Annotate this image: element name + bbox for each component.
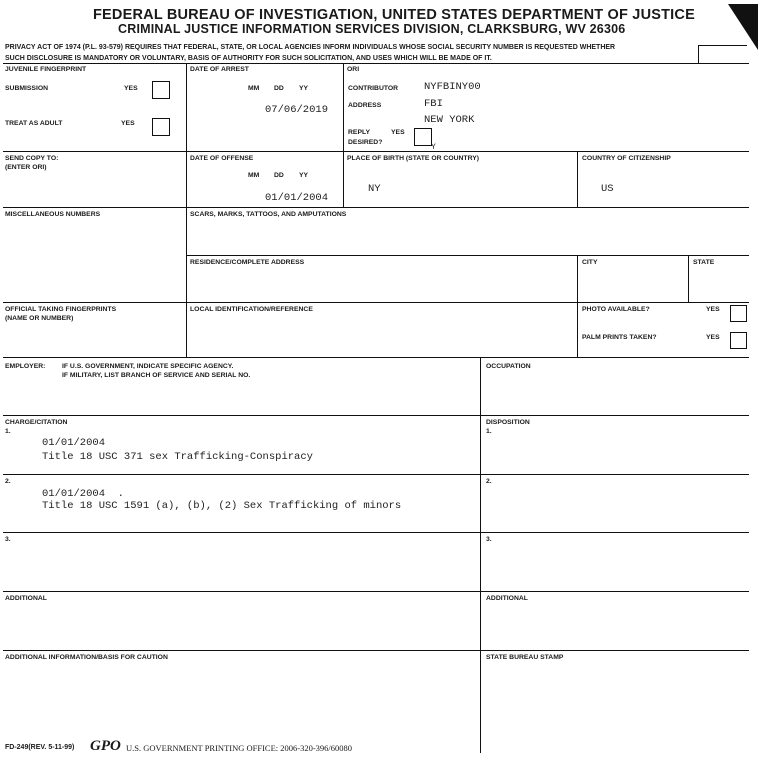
reply-yes-checkbox[interactable] bbox=[414, 128, 432, 146]
disposition-2-number: 2. bbox=[486, 478, 492, 485]
palm-prints-label: PALM PRINTS TAKEN? bbox=[582, 334, 657, 341]
juvenile-fingerprint-label: JUVENILE FINGERPRINT bbox=[5, 66, 87, 73]
place-of-birth-label: PLACE OF BIRTH (STATE OR COUNTRY) bbox=[347, 155, 480, 162]
reply-mark: Y bbox=[431, 143, 436, 152]
offense-yy-label: YY bbox=[299, 172, 309, 179]
arrest-yy-label: YY bbox=[299, 85, 309, 92]
gpo-printing-line: U.S. GOVERNMENT PRINTING OFFICE: 2006-320-396/60080 bbox=[126, 743, 353, 753]
disposition-1-number: 1. bbox=[486, 428, 492, 435]
form-title: FEDERAL BUREAU OF INVESTIGATION, UNITED STATES DEPARTMENT OF JUSTICE bbox=[93, 7, 695, 23]
desired-label: DESIRED? bbox=[348, 139, 383, 146]
address-line1[interactable]: FBI bbox=[424, 98, 443, 110]
disposition-label: DISPOSITION bbox=[486, 419, 530, 426]
occupation-label: OCCUPATION bbox=[486, 363, 531, 370]
photo-yes-checkbox[interactable] bbox=[730, 305, 747, 322]
reply-yes-label: YES bbox=[391, 129, 405, 136]
treat-as-adult-label: TREAT AS ADULT bbox=[5, 120, 63, 127]
date-of-arrest-value[interactable]: 07/06/2019 bbox=[265, 104, 329, 116]
residence-label: RESIDENCE/COMPLETE ADDRESS bbox=[190, 259, 305, 266]
state-bureau-stamp-label: STATE BUREAU STAMP bbox=[486, 654, 564, 661]
official-label: OFFICIAL TAKING FINGERPRINTS bbox=[5, 306, 117, 313]
photo-available-label: PHOTO AVAILABLE? bbox=[582, 306, 650, 313]
privacy-notice-line2: SUCH DISCLOSURE IS MANDATORY OR VOLUNTARY, BASIS OF AUTHORITY FOR SUCH SOLICITATION, AND USES WHICH WILL BE MADE OF IT. bbox=[5, 55, 492, 62]
submission-yes-label: YES bbox=[124, 85, 138, 92]
contributor-label: CONTRIBUTOR bbox=[348, 85, 399, 92]
contributor-value[interactable]: NYFBINY00 bbox=[424, 81, 481, 93]
charge-2-number: 2. bbox=[5, 478, 11, 485]
address-label: ADDRESS bbox=[348, 102, 382, 109]
privacy-box bbox=[698, 45, 747, 64]
additional-left-label: ADDITIONAL bbox=[5, 595, 47, 602]
submission-label: SUBMISSION bbox=[5, 85, 49, 92]
charge-3-number: 3. bbox=[5, 536, 11, 543]
citizenship-label: COUNTRY OF CITIZENSHIP bbox=[582, 155, 671, 162]
gpo-logo: GPO bbox=[90, 738, 121, 754]
local-id-label: LOCAL IDENTIFICATION/REFERENCE bbox=[190, 306, 313, 313]
palm-yes-checkbox[interactable] bbox=[730, 332, 747, 349]
additional-right-label: ADDITIONAL bbox=[486, 595, 528, 602]
charge-1-number: 1. bbox=[5, 428, 11, 435]
misc-numbers-label: MISCELLANEOUS NUMBERS bbox=[5, 211, 101, 218]
employer-instructions-1: IF U.S. GOVERNMENT, INDICATE SPECIFIC AGENCY. bbox=[62, 363, 234, 370]
form-number: FD-249(REV. 5-11-99) bbox=[5, 744, 75, 751]
employer-instructions-2: IF MILITARY, LIST BRANCH OF SERVICE AND SERIAL NO. bbox=[62, 372, 251, 379]
charge-1-text[interactable]: Title 18 USC 371 sex Trafficking-Conspiracy bbox=[42, 451, 313, 463]
treat-adult-yes-checkbox[interactable] bbox=[152, 118, 170, 136]
treat-adult-yes-label: YES bbox=[121, 120, 135, 127]
date-of-offense-label: DATE OF OFFENSE bbox=[190, 155, 254, 162]
date-of-arrest-label: DATE OF ARREST bbox=[190, 66, 249, 73]
name-or-number-label: (NAME OR NUMBER) bbox=[5, 315, 74, 322]
charge-2-date[interactable]: 01/01/2004 . bbox=[42, 488, 124, 500]
offense-mm-label: MM bbox=[248, 172, 260, 179]
charge-citation-label: CHARGE/CITATION bbox=[5, 419, 68, 426]
reply-label: REPLY bbox=[348, 129, 371, 136]
date-of-offense-value[interactable]: 01/01/2004 bbox=[265, 192, 329, 204]
disposition-3-number: 3. bbox=[486, 536, 492, 543]
submission-yes-checkbox[interactable] bbox=[152, 81, 170, 99]
citizenship-value[interactable]: US bbox=[601, 183, 614, 195]
city-label: CITY bbox=[582, 259, 598, 266]
privacy-notice-line1: PRIVACY ACT OF 1974 (P.L. 93-579) REQUIRES THAT FEDERAL, STATE, OR LOCAL AGENCIES INFORM INDIVIDUALS WHOSE SOCIAL SECURITY NUMBER IS REQUESTED WHETHER bbox=[5, 44, 616, 51]
state-label: STATE bbox=[693, 259, 715, 266]
employer-label: EMPLOYER: bbox=[5, 363, 46, 370]
send-copy-label: SEND COPY TO: bbox=[5, 155, 59, 162]
arrest-mm-label: MM bbox=[248, 85, 260, 92]
place-of-birth-value[interactable]: NY bbox=[368, 183, 381, 195]
photo-yes-label: YES bbox=[706, 306, 720, 313]
charge-2-text[interactable]: Title 18 USC 1591 (a), (b), (2) Sex Trafficking of minors bbox=[42, 500, 402, 512]
address-line2[interactable]: NEW YORK bbox=[424, 114, 475, 126]
ori-label: ORI bbox=[347, 66, 360, 73]
enter-ori-label: (ENTER ORI) bbox=[5, 164, 47, 171]
charge-1-date[interactable]: 01/01/2004 bbox=[42, 437, 106, 449]
caution-label: ADDITIONAL INFORMATION/BASIS FOR CAUTION bbox=[5, 654, 168, 661]
form-subtitle: CRIMINAL JUSTICE INFORMATION SERVICES DIVISION, CLARKSBURG, WV 26306 bbox=[118, 22, 626, 36]
scars-marks-label: SCARS, MARKS, TATTOOS, AND AMPUTATIONS bbox=[190, 211, 347, 218]
offense-dd-label: DD bbox=[274, 172, 284, 179]
palm-yes-label: YES bbox=[706, 334, 720, 341]
arrest-dd-label: DD bbox=[274, 85, 284, 92]
